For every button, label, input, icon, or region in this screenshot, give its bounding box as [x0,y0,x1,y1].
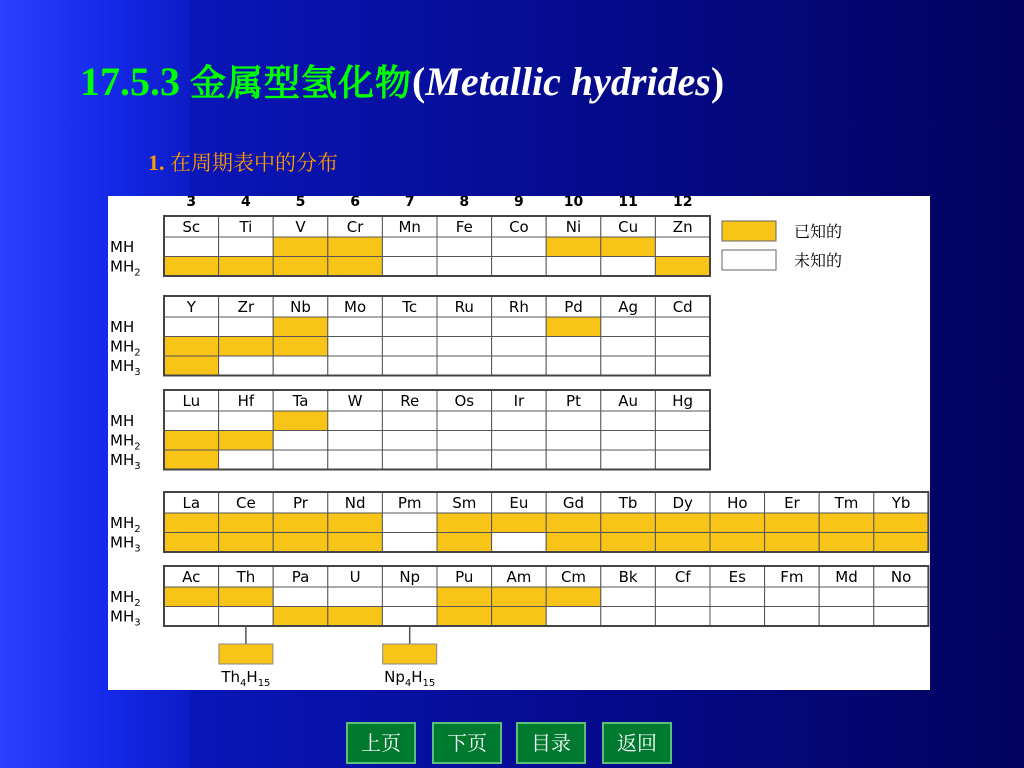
row-label-subscript: 3 [134,367,141,378]
element-symbol-y: Y [186,298,196,316]
special-compound-label-np [384,668,435,689]
hydride-cell-ho-mh3 [710,533,765,553]
element-symbol-cd: Cd [672,298,693,316]
formula-part: H [246,668,258,686]
hydride-cell-hg-mh2 [655,431,710,451]
hydride-cell-w-mh2 [328,431,383,451]
hydride-cell-fe-mh [437,237,492,257]
row-label-subscript: 3 [134,543,141,555]
hydride-cell-fe-mh2 [437,257,492,277]
row-label-subscript: 2 [134,524,141,535]
row-label-mh3: $MH_3$ [110,607,141,629]
hydride-cell-mo-mh [328,317,383,337]
row-label-subscript: 2 [134,267,141,279]
hydride-cell-la-mh3 [164,533,219,553]
group-number-7: 7 [404,196,415,210]
hydride-cell-tb-mh3 [601,533,656,553]
hydride-cell-ce-mh2 [219,513,274,533]
hydride-cell-yb-mh2 [874,513,929,533]
hydride-cell-tc-mh3 [382,356,437,376]
hydride-cell-ac-mh3 [164,607,219,627]
row-label-subscript: 2 [134,347,141,359]
hydride-cell-pt-mh [546,411,601,431]
hydride-cell-nb-mh3 [273,356,328,376]
hydride-cell-pu-mh3 [437,607,492,627]
hydride-cell-cu-mh [601,237,656,257]
hydride-cell-la-mh2 [164,513,219,533]
hydride-cell-es-mh2 [710,587,765,607]
element-symbol-nb: Nb [290,298,311,316]
hydride-cell-os-mh2 [437,431,492,451]
hydride-cell-ru-mh [437,317,492,337]
element-symbol-w: W [347,392,363,410]
hydride-cell-ni-mh2 [546,257,601,277]
hydride-cell-bk-mh3 [601,607,656,627]
element-symbol-hf: Hf [237,392,255,410]
hydride-cell-ag-mh3 [601,356,656,376]
element-symbol-co: Co [509,218,529,236]
hydride-cell-np-mh3 [382,607,437,627]
hydride-cell-mn-mh [382,237,437,257]
formula-part: Np [384,668,405,686]
hydride-cell-md-mh2 [819,587,874,607]
hydride-cell-pd-mh [546,317,601,337]
hydride-cell-nb-mh [273,317,328,337]
hydride-cell-cd-mh3 [655,356,710,376]
hydride-cell-fm-mh3 [765,607,820,627]
hydride-cell-pt-mh3 [546,450,601,470]
row-label-subscript: 3 [134,617,141,629]
hydride-cell-ru-mh3 [437,356,492,376]
formula-part: 15 [422,678,436,689]
element-symbol-fm: Fm [780,568,804,586]
element-symbol-v: V [295,218,306,236]
element-symbol-zr: Zr [237,298,255,316]
hydride-cell-mn-mh2 [382,257,437,277]
hydride-cell-ru-mh2 [437,337,492,357]
title-chinese: 金属型氢化物 [190,63,413,104]
hydride-cell-y-mh3 [164,356,219,376]
formula-part: 15 [257,678,271,689]
element-symbol-pu: Pu [455,568,474,586]
row-label-mh2: $MH_2$ [110,337,141,359]
element-symbol-lu: Lu [182,392,201,410]
hydride-table-svg [108,196,930,690]
hydride-cell-er-mh2 [765,513,820,533]
row-label-mh2: $MH_2$ [110,588,141,609]
formula-part: Th [221,668,241,686]
element-symbol-ag: Ag [618,298,638,316]
element-symbol-ni: Ni [565,218,582,236]
group-number-5: 5 [295,196,306,210]
hydride-cell-am-mh2 [492,587,547,607]
hydride-cell-cf-mh3 [655,607,710,627]
element-symbol-ac: Ac [182,568,201,586]
hydride-cell-lu-mh [164,411,219,431]
hydride-cell-tm-mh2 [819,513,874,533]
hydride-cell-au-mh [601,411,656,431]
element-symbol-no: No [890,568,912,586]
element-symbol-ir: Ir [513,392,525,410]
hydride-cell-u-mh3 [328,607,383,627]
hydride-cell-ac-mh2 [164,587,219,607]
hydride-cell-au-mh3 [601,450,656,470]
hydride-cell-dy-mh2 [655,513,710,533]
row-label-mh3: $MH_3$ [110,533,141,555]
hydride-cell-fm-mh2 [765,587,820,607]
legend-known-label: 已知的 [794,222,843,241]
element-symbol-tm: Tm [834,494,859,512]
formula-part: H [411,668,423,686]
row-label-mh3: $MH_3$ [110,357,141,378]
element-symbol-os: Os [454,392,475,410]
element-symbol-ho: Ho [727,494,748,512]
row-label-subscript: 2 [134,441,141,453]
row-label-subscript: 2 [134,598,141,609]
hydride-cell-lu-mh2 [164,431,219,451]
hydride-cell-er-mh3 [765,533,820,553]
subtitle-number: 1. [148,150,165,175]
hydride-cell-cf-mh2 [655,587,710,607]
title-number: 17.5.3 [80,59,180,104]
element-symbol-ta: Ta [292,392,309,410]
hydride-cell-rh-mh [492,317,547,337]
element-symbol-tb: Tb [618,494,638,512]
hydride-cell-nd-mh2 [328,513,383,533]
element-symbol-sc: Sc [182,218,201,236]
element-symbol-nd: Nd [344,494,366,512]
hydride-cell-sm-mh2 [437,513,492,533]
hydride-cell-sc-mh2 [164,257,219,277]
hydride-cell-pm-mh2 [382,513,437,533]
hydride-cell-mo-mh3 [328,356,383,376]
row-label-mh3: $MH_3$ [110,451,141,472]
element-symbol-cf: Cf [674,568,691,586]
row-label-mh2: $MH_2$ [110,514,141,535]
hydride-cell-u-mh2 [328,587,383,607]
row-label-mh: MH [110,238,135,256]
hydride-cell-ir-mh2 [492,431,547,451]
hydride-cell-rh-mh2 [492,337,547,357]
hydride-cell-ta-mh2 [273,431,328,451]
hydride-cell-hg-mh [655,411,710,431]
hydride-periodic-table-figure [108,196,930,690]
hydride-cell-os-mh3 [437,450,492,470]
title-paren-close: ) [710,59,725,104]
prev-page-button[interactable]: 上页 [346,722,416,764]
subtitle-text: 在周期表中的分布 [170,151,338,175]
element-symbol-pt: Pt [566,392,581,410]
hydride-cell-es-mh3 [710,607,765,627]
group-number-8: 8 [459,196,470,210]
hydride-cell-os-mh [437,411,492,431]
hydride-cell-np-mh2 [382,587,437,607]
element-symbol-pr: Pr [293,494,308,512]
element-symbol-eu: Eu [509,494,529,512]
hydride-cell-nd-mh3 [328,533,383,553]
element-symbol-zn: Zn [672,218,693,236]
hydride-cell-sm-mh3 [437,533,492,553]
element-symbol-re: Re [400,392,420,410]
group-number-4: 4 [241,196,251,210]
hydride-cell-y-mh [164,317,219,337]
element-symbol-cr: Cr [346,218,364,236]
element-symbol-md: Md [835,568,858,586]
hydride-cell-re-mh [382,411,437,431]
special-compound-label-th [220,668,270,689]
hydride-cell-ti-mh2 [219,257,274,277]
hydride-cell-v-mh [273,237,328,257]
hydride-cell-ta-mh [273,411,328,431]
legend-unknown-label: 未知的 [794,251,843,270]
hydride-cell-cd-mh2 [655,337,710,357]
hydride-cell-co-mh2 [492,257,547,277]
element-symbol-rh: Rh [508,298,529,316]
hydride-cell-au-mh2 [601,431,656,451]
element-symbol-cu: Cu [618,218,639,236]
hydride-cell-hf-mh [219,411,274,431]
hydride-cell-zn-mh [655,237,710,257]
element-symbol-es: Es [728,568,746,586]
element-symbol-pd: Pd [564,298,583,316]
hydride-cell-ir-mh3 [492,450,547,470]
title-paren-open: ( [412,59,426,104]
hydride-cell-hf-mh3 [219,450,274,470]
special-compound-box [383,644,437,664]
hydride-cell-eu-mh3 [492,533,547,553]
row-label-subscript: 3 [134,461,141,472]
hydride-cell-pm-mh3 [382,533,437,553]
hydride-cell-yb-mh3 [874,533,929,553]
hydride-cell-zr-mh2 [219,337,274,357]
hydride-cell-cm-mh3 [546,607,601,627]
row-label-mh2: $MH_2$ [110,257,141,279]
hydride-cell-cd-mh [655,317,710,337]
element-symbol-ti: Ti [239,218,253,236]
hydride-cell-zn-mh2 [655,257,710,277]
hydride-cell-w-mh3 [328,450,383,470]
hydride-cell-no-mh3 [874,607,929,627]
hydride-cell-w-mh [328,411,383,431]
hydride-cell-hf-mh2 [219,431,274,451]
hydride-cell-dy-mh3 [655,533,710,553]
hydride-cell-pa-mh3 [273,607,328,627]
hydride-cell-tm-mh3 [819,533,874,553]
element-symbol-yb: Yb [891,494,911,512]
hydride-cell-pt-mh2 [546,431,601,451]
element-symbol-u: U [349,568,361,586]
hydride-cell-re-mh2 [382,431,437,451]
element-symbol-th: Th [236,568,256,586]
element-symbol-sm: Sm [452,494,477,512]
hydride-cell-rh-mh3 [492,356,547,376]
element-symbol-tc: Tc [402,298,418,316]
element-symbol-np: Np [399,568,421,586]
element-symbol-mo: Mo [344,298,367,316]
hydride-cell-th-mh2 [219,587,274,607]
hydride-cell-th-mh3 [219,607,274,627]
hydride-cell-gd-mh2 [546,513,601,533]
hydride-cell-nb-mh2 [273,337,328,357]
hydride-cell-lu-mh3 [164,450,219,470]
group-number-12: 12 [672,196,693,210]
hydride-cell-y-mh2 [164,337,219,357]
element-symbol-hg: Hg [672,392,694,410]
hydride-cell-pr-mh2 [273,513,328,533]
legend-unknown-swatch [722,250,776,270]
hydride-cell-ta-mh3 [273,450,328,470]
slide-title [80,52,724,112]
hydride-cell-sc-mh [164,237,219,257]
element-symbol-pa: Pa [291,568,310,586]
hydride-cell-tc-mh [382,317,437,337]
element-symbol-bk: Bk [618,568,638,586]
hydride-cell-pd-mh3 [546,356,601,376]
next-page-button[interactable]: 下页 [432,722,502,764]
row-label-mh2: $MH_2$ [110,431,141,453]
hydride-cell-pd-mh2 [546,337,601,357]
hydride-cell-gd-mh3 [546,533,601,553]
element-symbol-la: La [182,494,201,512]
hydride-cell-ag-mh [601,317,656,337]
element-symbol-cm: Cm [560,568,587,586]
element-symbol-ce: Ce [236,494,256,512]
slide-subtitle [148,145,338,181]
element-symbol-pm: Pm [397,494,422,512]
hydride-cell-ho-mh2 [710,513,765,533]
group-number-6: 6 [350,196,360,210]
row-label-mh: MH [110,318,135,336]
element-symbol-dy: Dy [672,494,693,512]
element-symbol-mn: Mn [398,218,421,236]
element-symbol-au: Au [618,392,638,410]
contents-button[interactable]: 目录 [516,722,586,764]
row-label-mh: MH [110,412,135,430]
hydride-cell-mo-mh2 [328,337,383,357]
hydride-cell-ce-mh3 [219,533,274,553]
hydride-cell-cm-mh2 [546,587,601,607]
element-symbol-ru: Ru [454,298,474,316]
legend-known-swatch [722,221,776,241]
group-number-11: 11 [618,196,638,210]
hydride-cell-tb-mh2 [601,513,656,533]
title-english: Metallic hydrides [425,59,711,104]
element-symbol-am: Am [506,568,532,586]
formula-part: 4 [404,678,412,689]
hydride-cell-cu-mh2 [601,257,656,277]
hydride-cell-zr-mh3 [219,356,274,376]
hydride-cell-hg-mh3 [655,450,710,470]
group-number-10: 10 [563,196,584,210]
hydride-cell-ir-mh [492,411,547,431]
hydride-cell-am-mh3 [492,607,547,627]
group-number-9: 9 [514,196,524,210]
hydride-cell-zr-mh [219,317,274,337]
hydride-cell-pr-mh3 [273,533,328,553]
hydride-cell-ag-mh2 [601,337,656,357]
hydride-cell-pa-mh2 [273,587,328,607]
hydride-cell-ti-mh [219,237,274,257]
hydride-cell-eu-mh2 [492,513,547,533]
hydride-cell-bk-mh2 [601,587,656,607]
special-compound-box [219,644,273,664]
hydride-cell-pu-mh2 [437,587,492,607]
element-symbol-fe: Fe [455,218,473,236]
hydride-cell-re-mh3 [382,450,437,470]
formula-part: 4 [240,678,247,689]
hydride-cell-cr-mh [328,237,383,257]
hydride-cell-md-mh3 [819,607,874,627]
hydride-cell-v-mh2 [273,257,328,277]
hydride-cell-tc-mh2 [382,337,437,357]
hydride-cell-no-mh2 [874,587,929,607]
hydride-cell-cr-mh2 [328,257,383,277]
element-symbol-er: Er [784,494,800,512]
group-number-3: 3 [186,196,197,210]
return-button[interactable]: 返回 [602,722,672,764]
hydride-cell-ni-mh [546,237,601,257]
element-symbol-gd: Gd [562,494,585,512]
hydride-cell-co-mh [492,237,547,257]
